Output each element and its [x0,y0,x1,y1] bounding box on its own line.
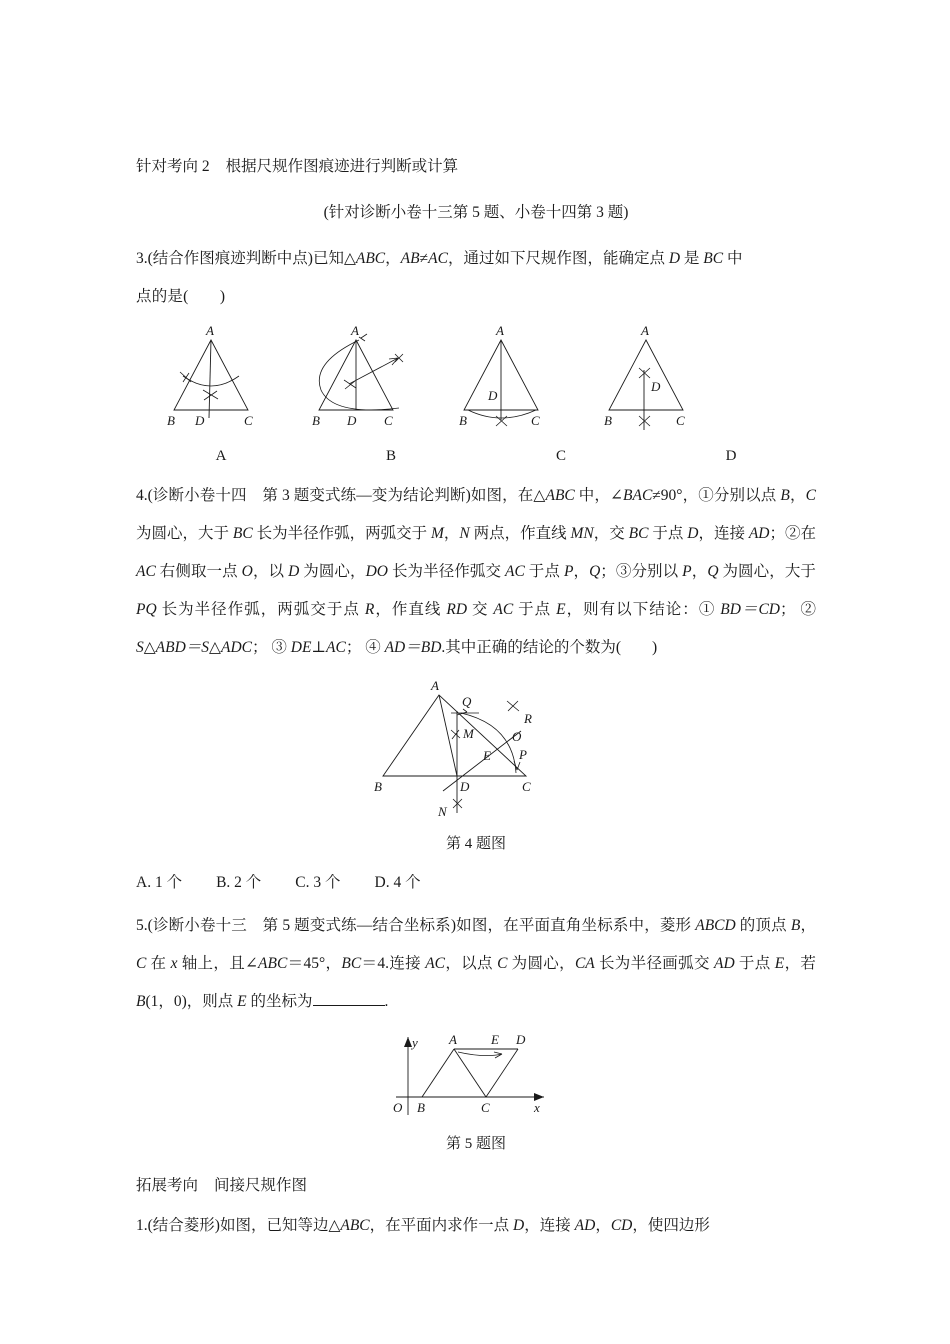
q4-t22: ；②在 [769,525,817,542]
q3-var-ac: AC [428,250,448,267]
ext-t4: ，连接 [524,1217,575,1234]
q4-var-bc: BC [232,525,253,542]
q4-conclusion-3-mark: ③ [271,639,287,656]
q3-number: 3. [136,250,148,267]
svg-text:D: D [195,413,205,428]
question-5-text [136,907,816,1021]
q4-var-rd: RD [446,601,468,618]
q5-var-bc: BC [341,955,362,972]
q4-conclusion-2-mark: ② [800,601,816,618]
ext-t6: ， [595,1217,611,1234]
ext-q1-prefix: (结合菱形) [147,1217,220,1234]
q5-var-b2: B [136,993,146,1010]
q4-var-ac3: AC [493,601,514,618]
q5-var-abc: ABC [258,955,288,972]
svg-text:A: A [206,323,214,338]
q4-t0: 如图，在△ [470,487,546,504]
q3-option-label-c: C [555,448,566,464]
ext-var-ad: AD [574,1217,596,1234]
question-4-figure-caption: 第 4 题图 [445,836,506,852]
question-4-figure [136,673,816,823]
q4-t46: 交 [467,601,494,618]
q4-var-q: Q [589,563,601,580]
q5-t16: 为圆心， [507,955,575,972]
q4-t42: 长为半径作弧，两弧交于点 [156,601,365,618]
svg-text:C: C [531,413,540,428]
svg-text:A: A [641,323,649,338]
page-content [136,150,816,1245]
q5-var-e: E [774,955,785,972]
svg-text:C: C [384,413,393,428]
q5-label-e: E [491,1032,499,1047]
q5-t12: ＝4.连接 [361,955,426,972]
q3-var-abc: ABC [355,250,386,267]
q4-label-m: M [463,726,474,741]
q5-var-abcd: ABCD [695,917,736,934]
q4-label-r: R [524,711,532,726]
svg-text:C: C [244,413,253,428]
q5-label-d: D [516,1032,526,1047]
q4-label-e: E [483,748,491,763]
q4-var-o: O [241,563,253,580]
q4-var-do: DO [365,563,388,580]
q4-option-b[interactable]: B. 2 个 [216,874,262,891]
svg-text:D: D [488,388,498,403]
q5-number: 5. [136,917,148,934]
q4-cross-r [507,701,519,711]
q5-label-o: O [393,1100,403,1115]
q5-answer-blank[interactable] [313,991,385,1006]
q4-label-a: A [431,678,439,693]
ext-var-abc: ABC [340,1217,370,1234]
q4-var-ad: AD [748,525,770,542]
ext-t8: ，使四边形 [632,1217,710,1234]
q4-t34: ， [573,563,590,580]
q3-figure-a [167,323,253,428]
q4-var-m: M [430,525,444,542]
q5-figure-svg [376,1025,576,1125]
q4-option-d[interactable]: D. 4 个 [374,874,421,891]
q3-var-d: D [668,250,681,267]
q4-t8: 为圆心，大于 [136,525,233,542]
section-heading-title: 根据尺规作图痕迹进行判断或计算 [225,158,459,175]
q3-figure-svg [136,318,816,446]
q4-t36: ；③分别以 [600,563,683,580]
q4-t10: 长为半径作弧，两弧交于 [252,525,431,542]
q4-t38: ， [691,563,708,580]
q4-label-n: N [438,804,447,819]
q4-number: 4. [136,487,148,504]
section-heading-label: 针对考向 2 [136,158,210,175]
q4-t26: ，以 [252,563,289,580]
question-3-text-line2: 点的是( ) [136,288,226,305]
q5-label-c: C [481,1100,490,1115]
q5-t14: ，以点 [445,955,498,972]
q4-var-ac2: AC [505,563,525,580]
q4-sep-2: ； [251,639,268,656]
q4-var-d: D [687,525,699,542]
q4-prefix: (诊断小卷十四 第 3 题变式练—变为结论判断) [147,487,471,504]
q4-label-c: C [522,779,531,794]
q3-option-labels [136,448,816,465]
svg-text:D: D [651,379,661,394]
q3-var-bc: BC [703,250,724,267]
q3-text-c: ，通过如下尺规作图，能确定点 [447,250,669,267]
q4-option-c[interactable]: C. 3 个 [295,874,341,891]
section-heading [136,150,816,184]
q4-conclusion-4: AD＝BD [384,639,442,656]
q4-cross-m [451,730,460,739]
q4-var-c: C [805,487,816,504]
q4-t14: 两点，作直线 [469,525,571,542]
q5-var-x: x [170,955,178,972]
q5-var-ac: AC [425,955,446,972]
q4-label-q: Q [462,694,472,709]
q5-var-ca: CA [574,955,595,972]
q4-t6: ， [789,487,806,504]
q5-t24: (1，0)，则点 [145,993,238,1010]
q5-var-c: C [136,955,147,972]
extension-question-1 [136,1207,816,1245]
q3-figure-c [459,323,540,428]
q4-conclusion-3: DE⊥AC [290,639,346,656]
svg-text:A: A [351,323,359,338]
q3-text-a: 已知△ [312,250,356,267]
q4-conclusion-1: BD＝CD [720,601,781,618]
q4-conclusion-4-mark: ④ [365,639,381,656]
q4-t48: 于点 [513,601,557,618]
q5-var-e2: E [237,993,247,1010]
q4-t12: ， [443,525,460,542]
question-5-figure-caption: 第 5 题图 [445,1136,506,1152]
q4-figure-svg [361,673,591,823]
ext-var-cd: CD [610,1217,633,1234]
q4-option-a[interactable]: A. 1 个 [136,874,183,891]
q4-var-mn: MN [570,525,594,542]
q4-t18: 于点 [648,525,688,542]
q3-figure-b [312,323,403,428]
q4-label-b: B [374,779,382,794]
svg-text:C: C [676,413,685,428]
svg-text:B: B [459,413,467,428]
q4-cross-n [453,799,462,808]
extension-heading [136,1169,816,1203]
q4-t50: ，则有以下结论： [565,601,699,618]
q4-var-e: E [556,601,566,618]
q4-var-b: B [780,487,790,504]
ext-t2: ，在平面内求作一点 [369,1217,514,1234]
q5-var-ad: AD [714,955,735,972]
q5-side-dc [486,1049,518,1097]
svg-text:B: B [312,413,320,428]
q5-t8: 轴上，且∠ [177,955,259,972]
q5-t18: 长为半径画弧交 [594,955,715,972]
q4-tail: 的结论的个数为( ) [507,639,658,656]
q4-t28: 为圆心， [299,563,366,580]
q5-period: . [384,993,389,1010]
q4-t32: 于点 [524,563,564,580]
svg-text:B: B [167,413,175,428]
q3-text-b: ， [385,250,401,267]
q3-option-label-d: D [725,448,737,464]
q4-var-pq: PQ [136,601,157,618]
q4-t4: ≠90°，①分别以点 [652,487,781,504]
question-3-figures [136,318,816,465]
q3-neq: ≠ [419,250,429,267]
q3-var-ab: AB [400,250,420,267]
extension-label: 拓展考向 [136,1177,199,1194]
q4-t30: 长为半径作弧交 [388,563,506,580]
question-5-figure [136,1025,816,1125]
q4-var-abc: ABC [545,487,575,504]
q4-t16: ，交 [593,525,629,542]
svg-text:A: A [496,323,504,338]
q4-sep-4: .其中正确 [441,639,508,656]
q5-side-ab [422,1049,454,1097]
q5-t4: ， [800,917,816,934]
q4-sep-1: ； [780,601,796,618]
q5-t26: 的坐标为 [246,993,313,1010]
section-subtitle: (针对诊断小卷十三第 5 题、小卷十四第 3 题) [323,204,629,221]
q4-var-p2: P [682,563,692,580]
q5-t2: 的顶点 [735,917,791,934]
ext-var-d: D [513,1217,525,1234]
q4-t40: 为圆心，大于 [718,563,816,580]
q5-label-x: x [534,1100,540,1115]
q4-conclusion-2: S△ABD＝S△ADC [136,639,252,656]
q5-var-c2: C [497,955,508,972]
svg-text:D: D [347,413,357,428]
q4-var-d2: D [288,563,300,580]
question-4-options [136,865,816,901]
q4-var-q2: Q [707,563,719,580]
q5-t10: ＝45°， [287,955,342,972]
q5-y-arrow [404,1037,412,1047]
q5-t20: 于点 [734,955,775,972]
q4-var-bac: BAC [623,487,653,504]
q5-var-b: B [790,917,801,934]
q3-prefix: (结合作图痕迹判断中点) [147,250,313,267]
q4-label-o: O [512,729,522,744]
ext-t0: 如图，已知等边△ [219,1217,341,1234]
q4-t44: ，作直线 [374,601,447,618]
q3-text-e: 中 [723,250,743,267]
q3-option-label-b: B [385,448,396,464]
q3-text-d: 是 [680,250,704,267]
q5-label-a: A [449,1032,457,1047]
q4-t20: ，连接 [698,525,749,542]
question-4-text [136,477,816,667]
q4-label-p: P [519,747,527,762]
question-3-text [136,240,816,278]
q4-arc-dpq [461,713,516,773]
q4-var-p: P [563,563,574,580]
q4-var-bc2: BC [628,525,649,542]
q4-t24: 右侧取一点 [155,563,242,580]
extension-title: 间接尺规作图 [214,1177,308,1194]
q3-option-label-a: A [215,448,227,464]
q5-t22: ，若 [784,955,816,972]
q5-t0: 如图，在平面直角坐标系中，菱形 [456,917,696,934]
q3-figure-d [604,323,685,430]
q5-diag-ac [454,1049,486,1097]
ext-q1-number: 1. [136,1217,148,1234]
q5-prefix: (诊断小卷十三 第 5 题变式练—结合坐标系) [147,917,456,934]
q4-label-d: D [460,779,470,794]
q4-conclusion-1-mark: ① [698,601,716,618]
q5-label-b: B [417,1100,425,1115]
q5-label-y: y [412,1035,418,1050]
q5-t6: 在 [146,955,171,972]
svg-text:B: B [604,413,612,428]
q4-var-ac: AC [136,563,156,580]
q4-var-n: N [459,525,470,542]
q4-sep-3: ； [345,639,362,656]
q4-t2: 中，∠ [574,487,624,504]
q4-var-r: R [364,601,375,618]
